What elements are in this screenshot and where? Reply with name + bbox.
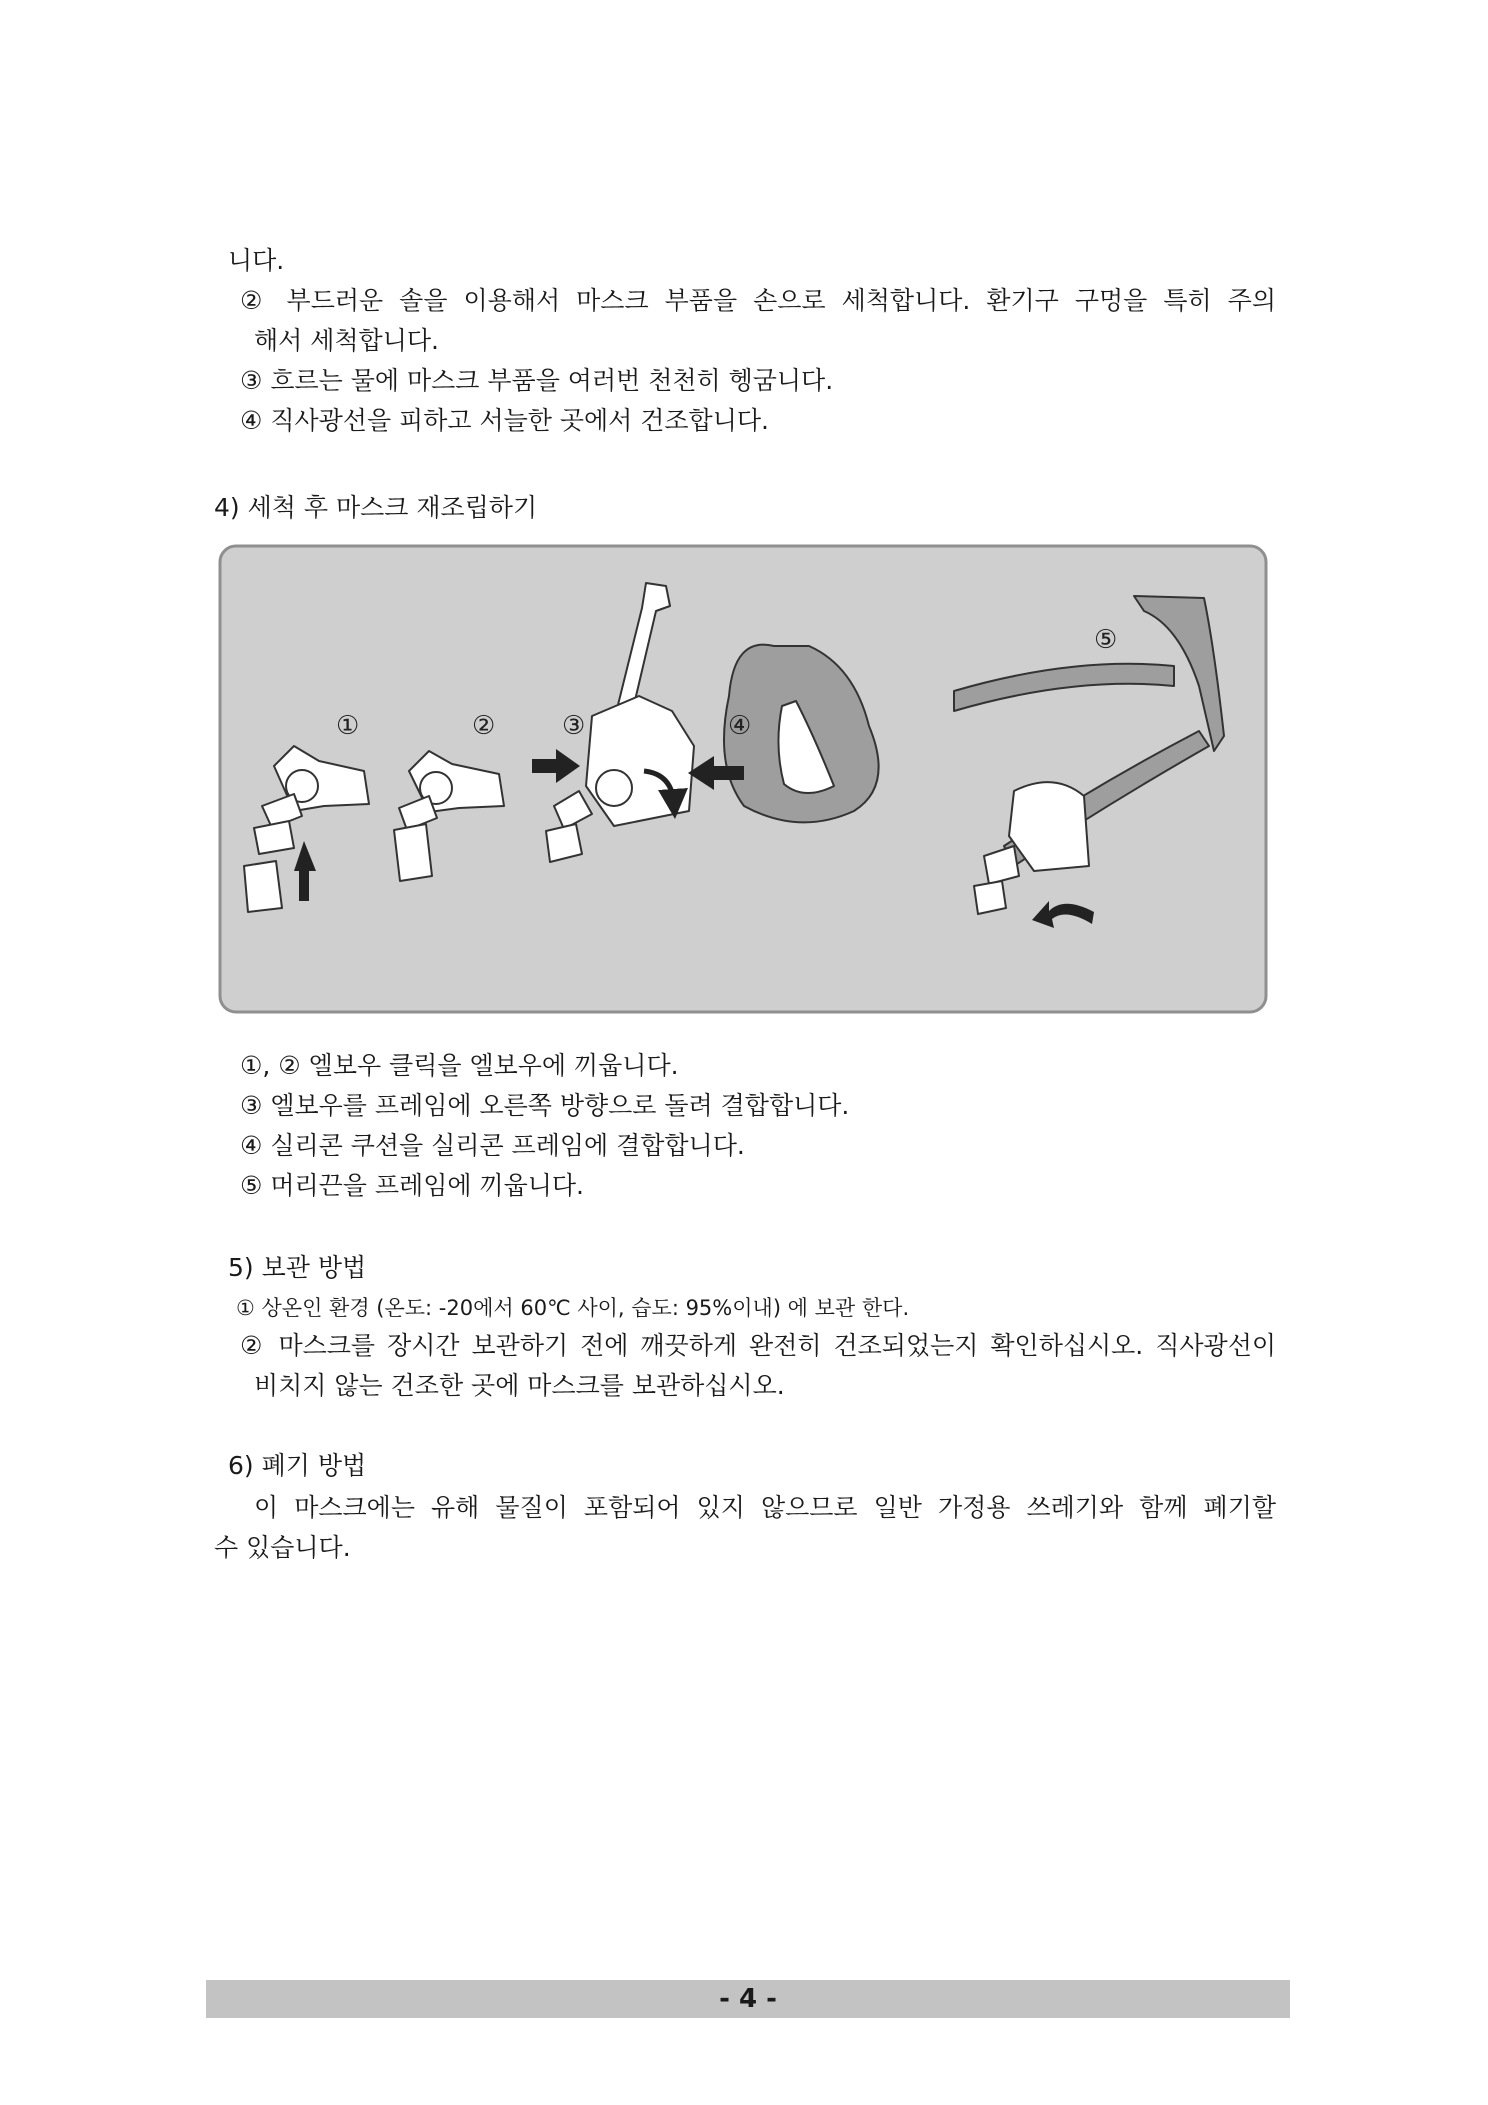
figure-label-2: ②	[472, 711, 496, 741]
reassembly-step-5: ⑤ 머리끈을 프레임에 끼웁니다.	[240, 1171, 585, 1200]
figure-label-4: ④	[728, 711, 752, 741]
figure-label-5: ⑤	[1094, 625, 1118, 655]
storage-item-2-cont: 비치지 않는 건조한 곳에 마스크를 보관하십시오.	[254, 1371, 785, 1400]
figure-label-3: ③	[562, 711, 586, 741]
section-4-heading: 4) 세척 후 마스크 재조립하기	[214, 493, 538, 522]
continued-text: 니다.	[228, 246, 285, 275]
cleaning-step-3: ③ 흐르는 물에 마스크 부품을 여러번 천천히 헹굼니다.	[240, 366, 834, 395]
figure-label-1: ①	[336, 711, 360, 741]
page-number-bar	[206, 1980, 1290, 2018]
storage-item-2: ② 마스크를 장시간 보관하기 전에 깨끗하게 완전히 건조되었는지 확인하십시오. 직사광선이	[240, 1331, 1276, 1360]
reassembly-step-1-2: ①, ② 엘보우 클릭을 엘보우에 끼웁니다.	[240, 1051, 679, 1080]
storage-item-1: ① 상온인 환경 (온도: -20에서 60℃ 사이, 습도: 95%이내) 에 보관 한다.	[236, 1296, 910, 1320]
section-5-heading: 5) 보관 방법	[228, 1253, 367, 1282]
cleaning-step-4: ④ 직사광선을 피하고 서늘한 곳에서 건조합니다.	[240, 406, 769, 435]
page-number: - 4 -	[719, 1984, 777, 2014]
disposal-text: 이 마스크에는 유해 물질이 포함되어 있지 않으므로 일반 가정용 쓰레기와 함께 폐기할	[254, 1493, 1276, 1522]
section-6-heading: 6) 폐기 방법	[228, 1451, 367, 1480]
cleaning-step-2-cont: 해서 세척합니다.	[254, 326, 439, 355]
reassembly-step-3: ③ 엘보우를 프레임에 오른쪽 방향으로 돌려 결합합니다.	[240, 1091, 850, 1120]
reassembly-figure	[214, 536, 1274, 1026]
disposal-text-cont: 수 있습니다.	[214, 1533, 351, 1562]
reassembly-step-4: ④ 실리콘 쿠션을 실리콘 프레임에 결합합니다.	[240, 1131, 745, 1160]
cleaning-step-2: ② 부드러운 솔을 이용해서 마스크 부품을 손으로 세척합니다. 환기구 구멍을 특히 주의	[240, 286, 1276, 315]
